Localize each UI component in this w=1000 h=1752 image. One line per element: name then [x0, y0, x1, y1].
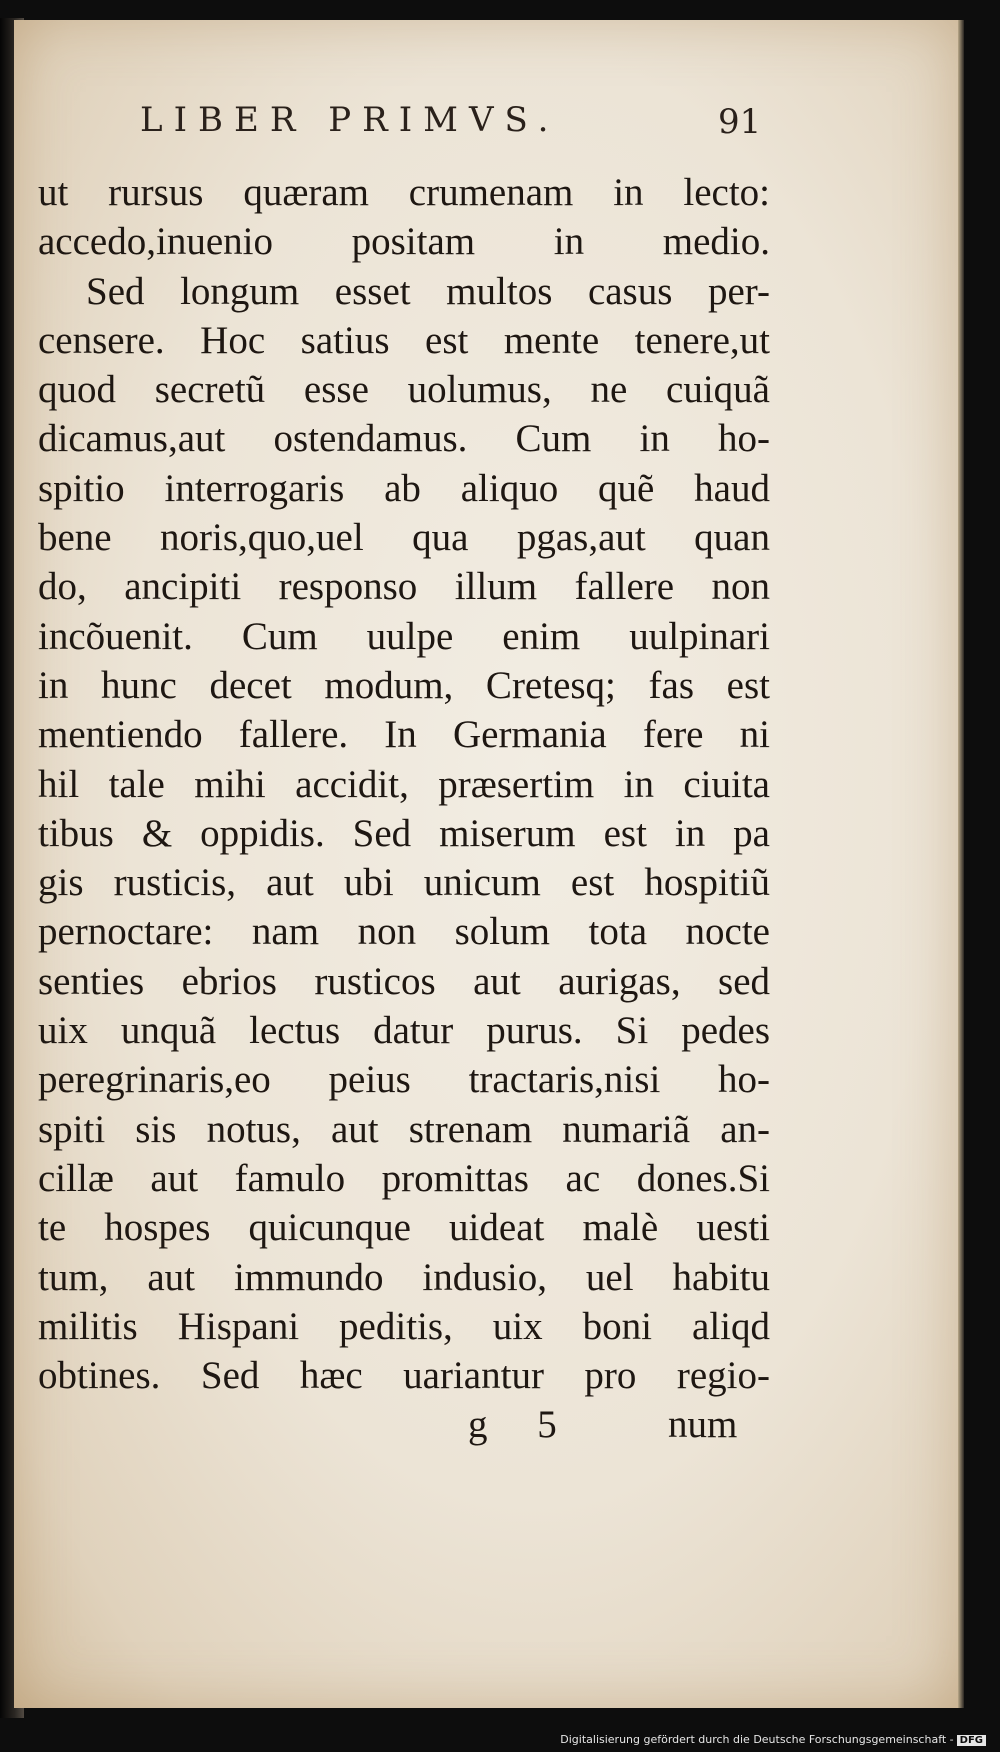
page-edge: [958, 20, 964, 1708]
text-line: in hunc decet modum, Cretesq; fas est: [38, 663, 770, 707]
text-line: peregrinaris,eo peius tractaris,nisi ho-: [38, 1058, 770, 1102]
text-line: censere. Hoc satius est mente tenere,ut: [38, 318, 770, 362]
running-head: LIBER PRIMVS.: [140, 100, 560, 140]
text-line: incõuenit. Cum uulpe enim uulpinari: [38, 614, 770, 658]
text-line: quod secretũ esse uolumus, ne cuiquã: [38, 368, 770, 412]
text-line: spiti sis notus, aut strenam numariã an-: [38, 1107, 770, 1151]
credit-text: Digitalisierung gefördert durch die Deutsche Forschungsgemeinschaft -: [560, 1733, 954, 1746]
text-line: ut rursus quæram crumenam in lecto:: [38, 171, 770, 214]
text-line: hil tale mihi accidit, præsertim in ciuita: [38, 762, 770, 806]
text-line: cillæ aut famulo promittas ac dones.Si: [38, 1156, 770, 1200]
text-line: accedo,inuenio positam in medio.: [38, 220, 770, 264]
catchword: num: [668, 1403, 738, 1446]
text-line: senties ebrios rusticos aut aurigas, sed: [38, 959, 770, 1003]
text-line: obtines. Sed hæc uariantur pro regio-: [38, 1354, 770, 1398]
dfg-logo: DFG: [957, 1735, 986, 1746]
text-line: mentiendo fallere. In Germania fere ni: [38, 713, 770, 757]
text-line: gis rusticis, aut ubi unicum est hospitiũ: [38, 861, 770, 905]
text-line: spitio interrogaris ab aliquo quẽ haud: [38, 466, 770, 510]
page-number: 91: [718, 102, 762, 142]
text-line: bene noris,quo,uel qua pgas,aut quan: [38, 516, 770, 560]
digitization-credit: [560, 1733, 986, 1746]
text-line: te hospes quicunque uideat malè uesti: [38, 1206, 770, 1250]
text-line: militis Hispani peditis, uix boni aliqd: [38, 1304, 770, 1348]
body-text: [38, 168, 770, 1400]
text-line: do, ancipiti responso illum fallere non: [38, 565, 770, 609]
text-line: uix unquã lectus datur purus. Si pedes: [38, 1009, 770, 1053]
text-line: dicamus,aut ostendamus. Cum in ho-: [38, 417, 770, 461]
text-line: tibus & oppidis. Sed miserum est in pa: [38, 811, 770, 855]
text-line: Sed longum esset multos casus per-: [86, 269, 770, 313]
signature-mark: g 5: [468, 1403, 577, 1446]
text-line: tum, aut immundo indusio, uel habitu: [38, 1255, 770, 1299]
text-line: pernoctare: nam non solum tota nocte: [38, 910, 770, 954]
